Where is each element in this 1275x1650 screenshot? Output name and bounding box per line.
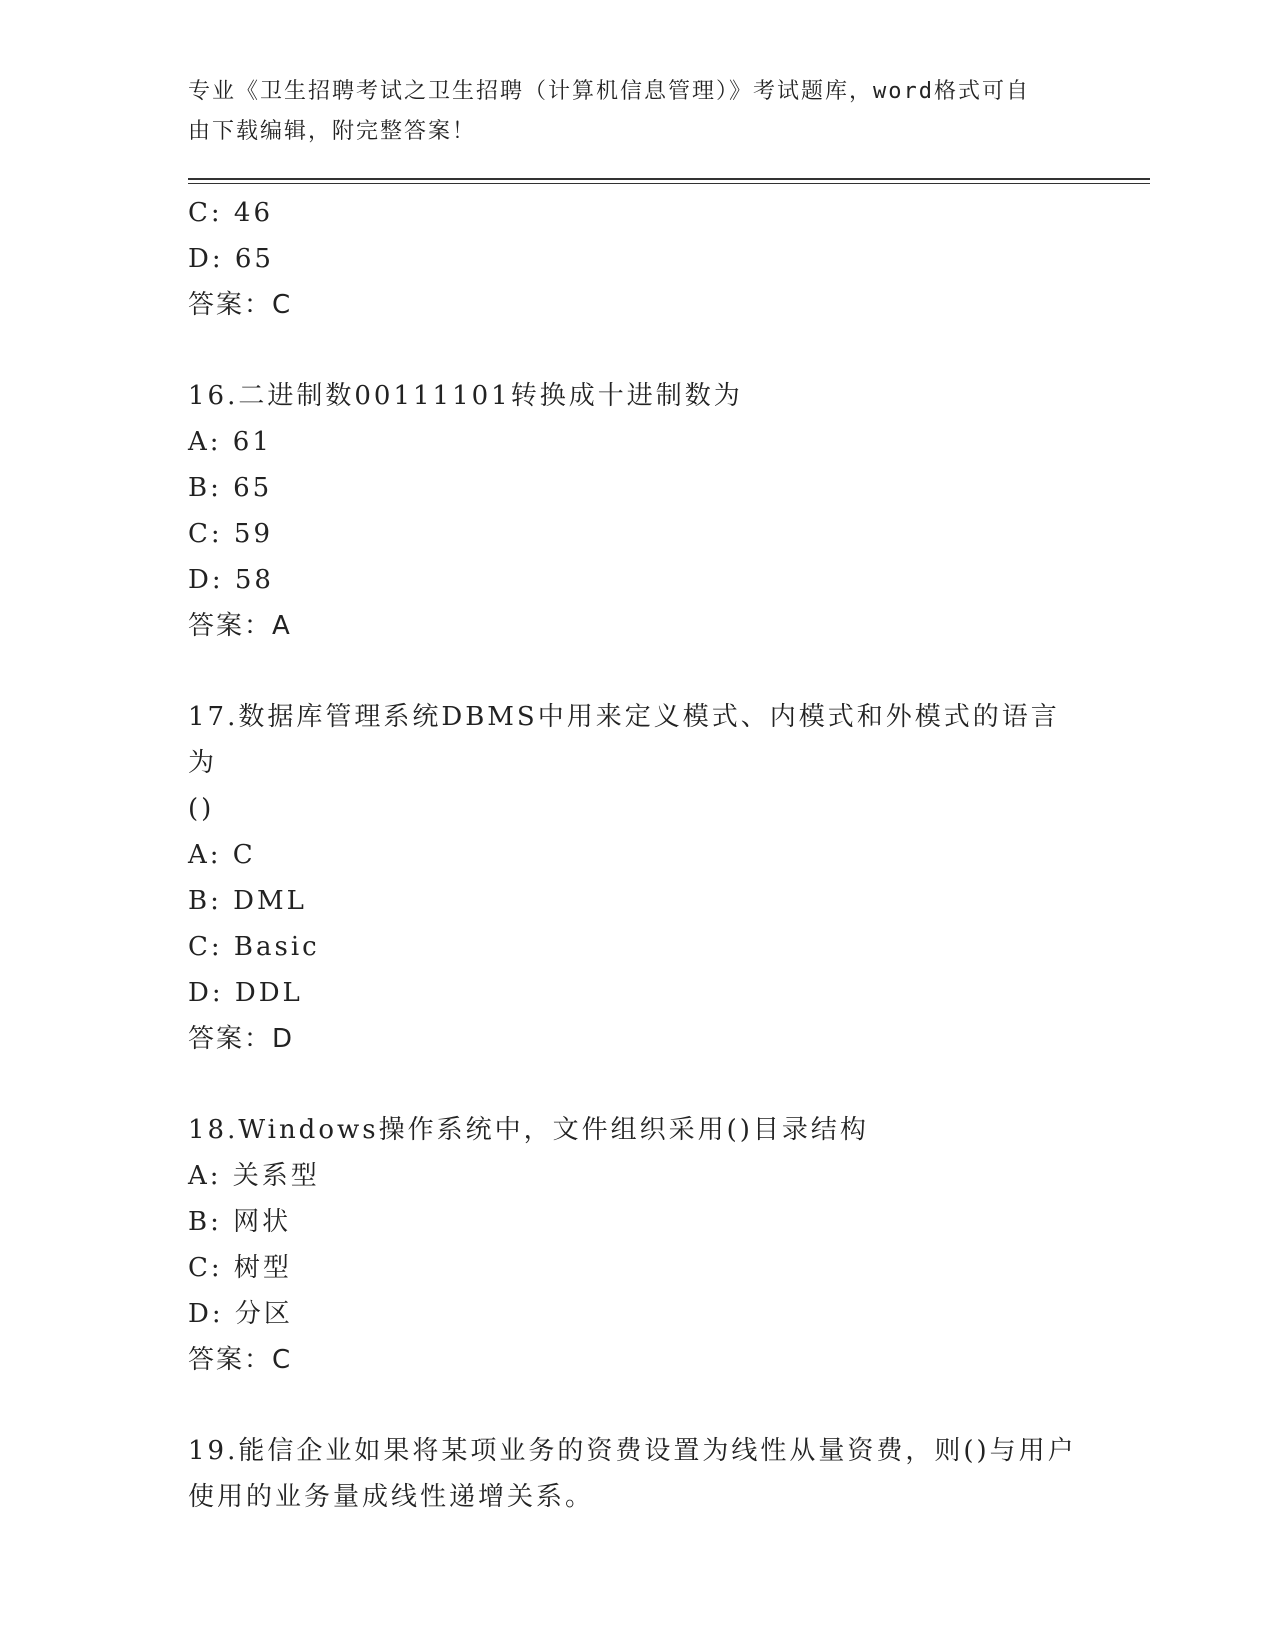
question-text-line-1: Windows操作系统中，文件组织采用()目录结构: [238, 1115, 869, 1145]
question-number: 16.: [188, 381, 239, 411]
header-divider-thick: [188, 178, 1150, 180]
question-text-line-1: 数据库管理系统DBMS中用来定义模式、内模式和外模式的语言为: [188, 702, 1060, 778]
question-number: 18.: [188, 1115, 239, 1145]
answer-line: 答案：D: [188, 1024, 295, 1054]
answer-line: 答案：C: [188, 1345, 293, 1375]
option-c: C: 46: [188, 198, 274, 228]
answer-line: 答案：A: [188, 611, 292, 641]
question-text-line-2: 使用的业务量成线性递增关系。: [188, 1482, 595, 1512]
option-b: B: 65: [188, 473, 273, 503]
option-d: D: 65: [188, 244, 274, 274]
question-text: [188, 373, 1088, 419]
option-c: C: Basic: [188, 932, 320, 962]
question-text-line-2: (): [188, 794, 215, 824]
option-a: A: 关系型: [188, 1161, 320, 1191]
option-a: A: C: [188, 840, 256, 870]
spacer: [188, 328, 1088, 373]
question-17: [188, 694, 1088, 1062]
header-line-1: 专业《卫生招聘考试之卫生招聘（计算机信息管理）》考试题库，word格式可自: [188, 79, 1030, 104]
option-a: A: 61: [188, 427, 272, 457]
document-header: [188, 72, 1088, 152]
option-d: D: 分区: [188, 1299, 293, 1329]
answer-line: 答案：C: [188, 290, 293, 320]
spacer: [188, 1062, 1088, 1107]
question-text-line-1: 能信企业如果将某项业务的资费设置为线性从量资费，则()与用户: [238, 1436, 1077, 1466]
question-text: [188, 694, 1088, 786]
question-text: [188, 1107, 1088, 1153]
option-c: C: 59: [188, 519, 274, 549]
question-list: [188, 190, 1088, 1520]
option-d: D: 58: [188, 565, 274, 595]
question-18: [188, 1107, 1088, 1383]
option-b: B: 网状: [188, 1207, 292, 1237]
header-line-2: 由下载编辑，附完整答案！: [188, 119, 477, 144]
carryover-block: [188, 190, 1088, 328]
question-19: [188, 1428, 1088, 1520]
option-d: D: DDL: [188, 978, 303, 1008]
question-text: [188, 1428, 1088, 1474]
spacer: [188, 1383, 1088, 1428]
option-c: C: 树型: [188, 1253, 292, 1283]
option-b: B: DML: [188, 886, 307, 916]
spacer: [188, 649, 1088, 694]
question-number: 19.: [188, 1436, 239, 1466]
question-text-line-1: 二进制数00111101转换成十进制数为: [238, 381, 743, 411]
header-divider-thin: [188, 183, 1150, 184]
question-number: 17.: [188, 702, 239, 732]
question-16: [188, 373, 1088, 649]
